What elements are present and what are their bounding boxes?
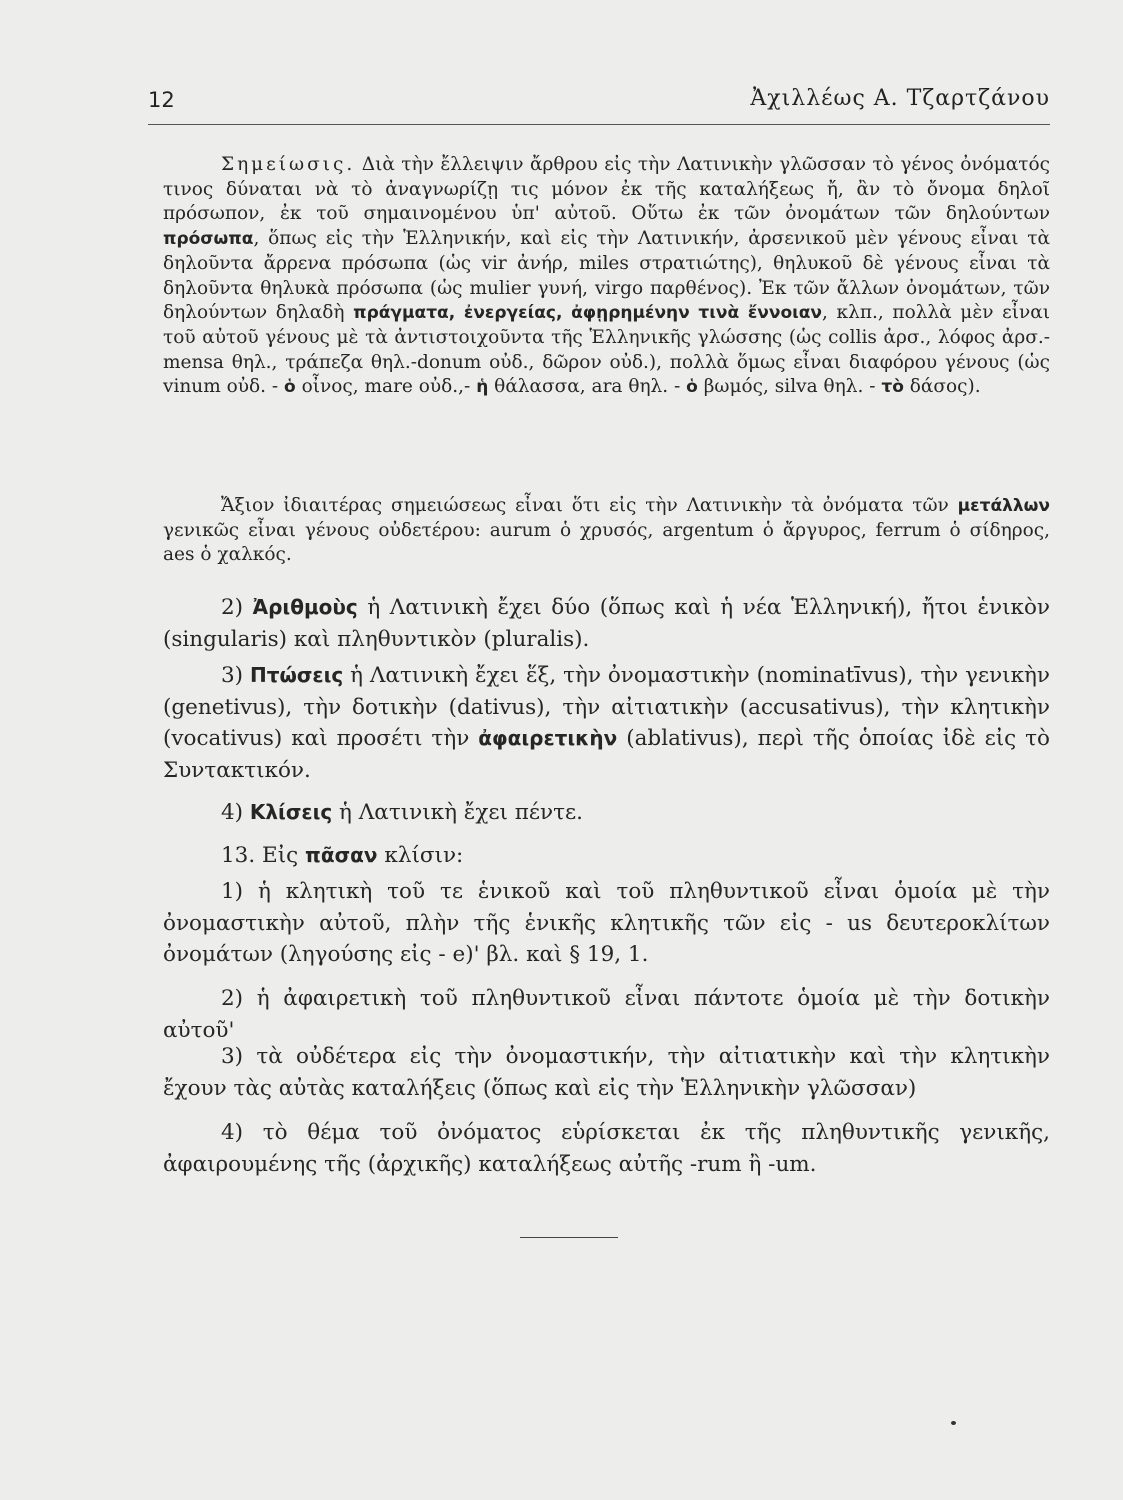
metals-paragraph: Ἄξιον ἰδιαιτέρας σημειώσεως εἶναι ὅτι εἰς τὴν Λατινικὴν τὰ ὀνόματα τῶν μετάλλων γενικῶς εἶναι γένους οὐδετέρου: aurum ὁ χρυσός, argentum ὁ ἄργυρος, ferrum ὁ σίδηρος, aes ὁ χαλκός. [163, 495, 1050, 566]
end-rule [520, 1237, 618, 1238]
rule-4: 4) τὸ θέμα τοῦ ὀνόματος εὑρίσκεται ἐκ τῆς πληθυντικῆς γενικῆς, ἀφαιρουμένης τῆς (ἀρχικῆς) καταλήξεως αὐτῆς -rum ἢ -um. [163, 1120, 1050, 1177]
rule-3: 3) τὰ οὐδέτερα εἰς τὴν ὀνομαστικήν, τὴν αἰτιατικὴν καὶ τὴν κλητικὴν ἔχουν τὰς αὐτὰς καταλήξεις (ὅπως καὶ εἰς τὴν Ἑλληνικὴν γλῶσσαν) [163, 1044, 1050, 1101]
section-13-heading: 13. Εἰς πᾶσαν κλίσιν: [221, 843, 464, 868]
cases-paragraph: 3) Πτώσεις ἡ Λατινικὴ ἔχει ἕξ, τὴν ὀνομαστικὴν (nominatīvus), τὴν γενικὴν (genetivus), τὴν δοτικὴν (dativus), τὴν αἰτιατικὴν (accusativus), τὴν κλητικὴν (vocativus) καὶ προσέτι τὴν ἀφαιρετικὴν (ablativus), περὶ τῆς ὁποίας ἰδὲ εἰς τὸ Συντακτικόν. [163, 663, 1050, 783]
running-head: Ἀχιλλέως Α. Τζαρτζάνου [750, 86, 1050, 111]
note-paragraph: Σημείωσις. Διὰ τὴν ἔλλειψιν ἄρθρου εἰς τὴν Λατινικὴν γλῶσσαν τὸ γένος ὀνόματός τινος δύναται νὰ τὸ ἀναγνωρίζῃ τις μόνον ἐκ τῆς καταλήξεως ἤ, ἂν τὸ ὄνομα δηλοῖ πρόσωπον, ἐκ τοῦ σημαινομένου ὑπ' αὐτοῦ. Οὕτω ἐκ τῶν ὀνομάτων τῶν δηλούντων πρόσωπα, ὅπως εἰς τὴν Ἑλληνικήν, καὶ εἰς τὴν Λατινικήν, ἀρσενικοῦ μὲν γένους εἶναι τὰ δηλοῦντα ἄρρενα πρόσωπα (ὡς vir ἀνήρ, miles στρατιώτης), θηλυκοῦ δὲ γένους εἶναι τὰ δηλοῦντα θηλυκὰ πρόσωπα (ὡς mulier γυνή, virgo παρθένος). Ἐκ τῶν ἄλλων ὀνομάτων, τῶν δηλούντων δηλαδὴ πράγματα, ἐνεργείας, ἀφῃρημένην τινὰ ἔννοιαν, κλπ., πολλὰ μὲν εἶναι τοῦ αὐτοῦ γένους μὲ τὰ ἀντιστοιχοῦντα τῆς Ἑλληνικῆς γλώσσης (ὡς collis ἀρσ., λόφος ἀρσ.-mensa θηλ., τράπεζα θηλ.-donum οὐδ., δῶρον οὐδ.), πολλὰ ὅμως εἶναι διαφόρου γένους (ὡς vinum οὐδ. - ὁ οἶνος, mare οὐδ.,- ἡ θάλασσα, ara θηλ. - ὁ βωμός, silva θηλ. - τὸ δάσος). [163, 154, 1050, 398]
page-number: 12 [148, 88, 175, 112]
page-header [148, 84, 1050, 125]
declensions-paragraph: 4) Κλίσεις ἡ Λατινικὴ ἔχει πέντε. [221, 800, 583, 825]
note-label: Σημείωσις. [221, 154, 356, 175]
rule-1: 1) ἡ κλητικὴ τοῦ τε ἑνικοῦ καὶ τοῦ πληθυντικοῦ εἶναι ὁμοία μὲ τὴν ὀνομαστικὴν αὐτοῦ, πλὴν τῆς ἑνικῆς κλητικῆς τῶν εἰς - us δευτεροκλίτων ὀνομάτων (ληγούσης εἰς - e)' βλ. καὶ § 19, 1. [163, 879, 1050, 967]
rule-2: 2) ἡ ἀφαιρετικὴ τοῦ πληθυντικοῦ εἶναι πάντοτε ὁμοία μὲ τὴν δοτικὴν αὐτοῦ' [163, 986, 1050, 1043]
specks [951, 1421, 956, 1425]
numbers-paragraph: 2) Ἀριθμοὺς ἡ Λατινικὴ ἔχει δύο (ὅπως καὶ ἡ νέα Ἑλληνική), ἤτοι ἑνικὸν (singularis) καὶ πληθυντικὸν (pluralis). [163, 595, 1050, 652]
